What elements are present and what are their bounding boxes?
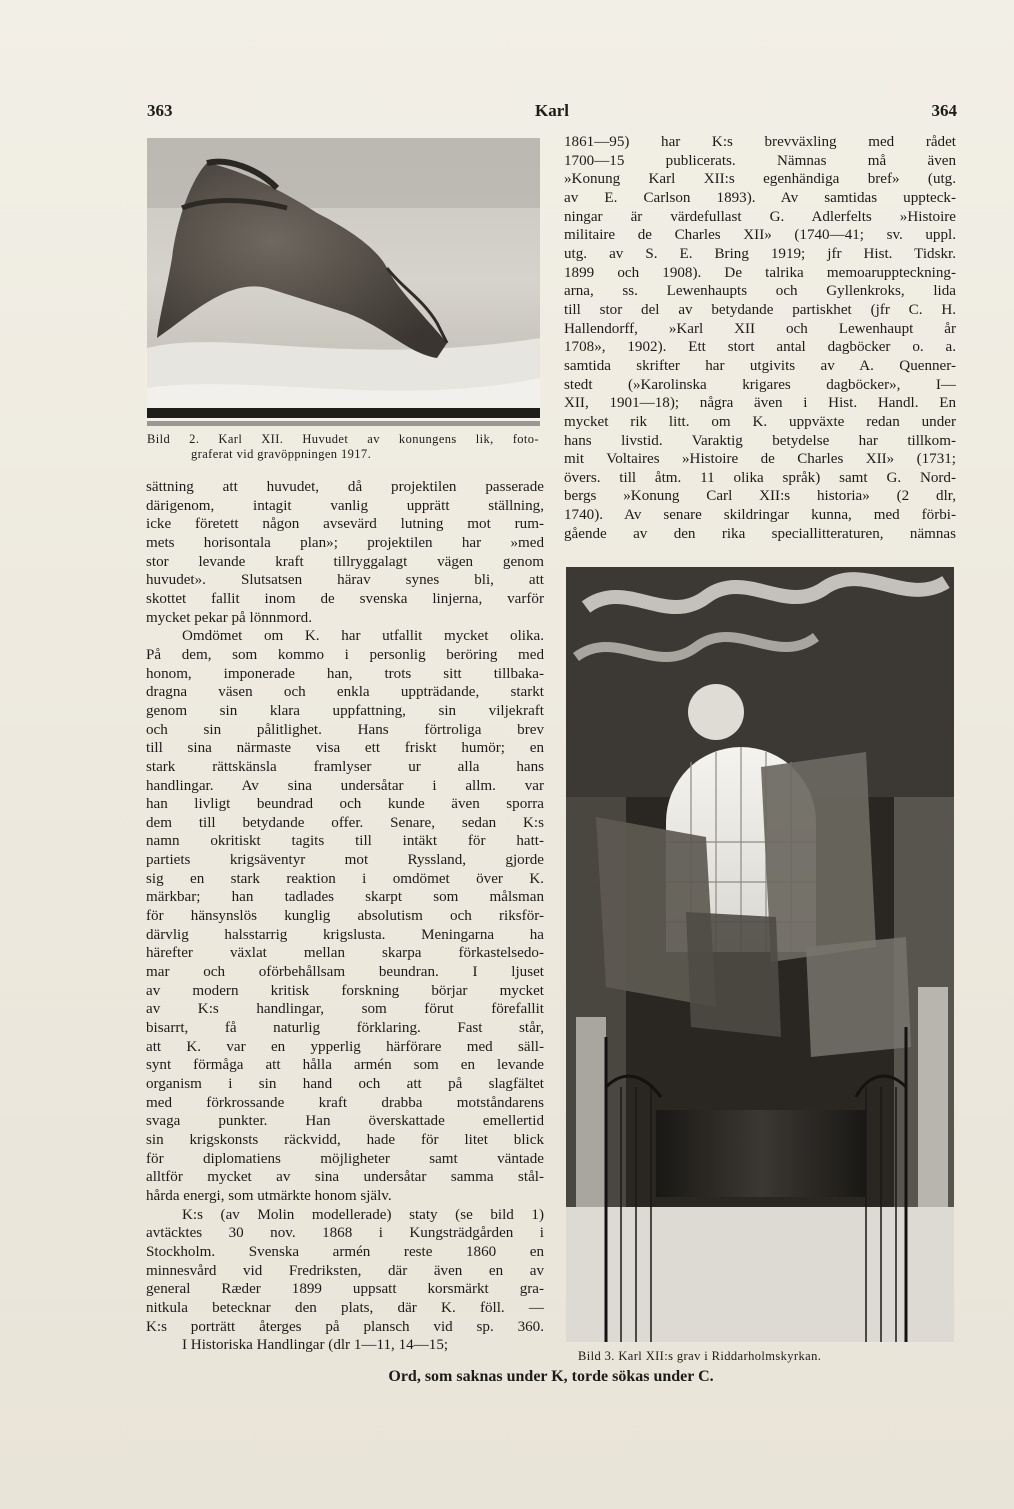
text-line: synt förmåga att hålla armén som en levande bbox=[146, 1057, 544, 1074]
text-line: och sin pålitlighet. Hans förtroliga brev bbox=[146, 721, 544, 738]
text-line: till sina närmaste visa ett friskt humör; en bbox=[146, 740, 544, 757]
text-line: 1740). Av senare skildringar kunna, med förbi- bbox=[564, 507, 956, 524]
text-line: partiets krigsäventyr mot Ryssland, gjorde bbox=[146, 852, 544, 869]
text-line: mit Voltaires »Histoire de Charles XII» (1731; bbox=[564, 451, 956, 468]
text-line: för hänsynslös kunglig absolutism och riksför- bbox=[146, 908, 544, 925]
text-line: mycket rik litt. om K. uppväxte redan under bbox=[564, 413, 956, 430]
text-line: samtida skrifter har utgivits av A. Quenner- bbox=[564, 357, 956, 374]
text-line: Omdömet om K. har utfallit mycket olika. bbox=[182, 628, 544, 645]
text-line: avtäcktes 30 nov. 1868 i Kungsträdgården i bbox=[146, 1225, 544, 1242]
text-line: att K. var en ypperlig härförare med säll- bbox=[146, 1038, 544, 1055]
text-line: med förkrossande kraft drabba motståndarens bbox=[146, 1094, 544, 1111]
page-number-right: 364 bbox=[931, 101, 957, 120]
text-line: märkbar; han tadlades skarpt som målsman bbox=[146, 889, 544, 906]
text-line: stark rättskänsla framlyser ur alla hans bbox=[146, 758, 544, 775]
text-line: Hallendorff, »Karl XII och Lewenhaupt år bbox=[564, 320, 956, 337]
text-line: stor levande kraft tillryggalagt vägen genom bbox=[146, 553, 544, 570]
text-line: På dem, som kommo i personlig beröring med bbox=[146, 646, 544, 663]
text-line: skottet fallit inom de svenska linjerna, varför bbox=[146, 590, 544, 607]
text-line: till stor del av betydande partiskhet (jfr C. H. bbox=[564, 301, 956, 318]
text-line: av E. Carlson 1893). Av samtidas uppteck- bbox=[564, 189, 956, 206]
text-line: genom sin klara uppfattning, sin viljekraft bbox=[146, 702, 544, 719]
text-line: övers. till åtm. 11 olika språk) samt G. Nord- bbox=[564, 469, 956, 486]
text-line: minnesvård vid Fredriksten, där även en av bbox=[146, 1262, 544, 1279]
text-line: huvudet». Slutsatsen härav synes bli, att bbox=[146, 572, 544, 589]
text-line: han livligt beundrad och kunde även sporra bbox=[146, 796, 544, 813]
text-line: sättning att huvudet, då projektilen passerade bbox=[146, 479, 544, 495]
caption-line: graferat vid gravöppningen 1917. bbox=[191, 447, 372, 461]
figure-1-caption bbox=[147, 432, 539, 462]
text-line: organism i sin hand och att på slagfältet bbox=[146, 1076, 544, 1092]
text-line: 1899 och 1908). De talrika memoaruppteckning- bbox=[564, 264, 956, 281]
text-line: mets horisontala plan»; projektilen har »med bbox=[146, 534, 544, 551]
text-line: K:s (av Molin modellerade) staty (se bild 1) bbox=[182, 1206, 544, 1223]
text-line: »Konung Karl XII:s egenhändiga bref» (utg. bbox=[564, 171, 956, 188]
text-line: sin krigskonsts räckvidd, hade för litet blick bbox=[146, 1131, 544, 1148]
text-line: av modern kritisk forskning börjar mycket bbox=[146, 982, 544, 999]
text-line: mycket pekar på lönnmord. bbox=[146, 609, 312, 626]
running-title: Karl bbox=[535, 101, 569, 120]
text-line: utg. av S. E. Bring 1919; jfr Hist. Tidskr. bbox=[564, 245, 956, 262]
text-line: nitkula betecknar den plats, där K. föll. — bbox=[146, 1299, 544, 1316]
text-line: av K:s handlingar, som förut förefallit bbox=[146, 1001, 544, 1018]
text-line: 1861—95) har K:s brevväxling med rådet bbox=[564, 134, 956, 150]
text-line: sig en stark reaktion i omdömet över K. bbox=[146, 870, 544, 887]
left-column bbox=[146, 478, 544, 1355]
text-line: svaga punkter. Han överskattade emellertid bbox=[146, 1113, 544, 1130]
text-line: stedt (»Karolinska krigares dagböcker», I— bbox=[564, 376, 956, 393]
text-line: därigenom, intagit vanlig upprätt ställning, bbox=[146, 497, 544, 514]
text-line: general Ræder 1899 uppsatt korsmärkt gra- bbox=[146, 1281, 544, 1298]
text-line: I Historiska Handlingar (dlr 1—11, 14—15; bbox=[182, 1337, 449, 1354]
text-line: hårda energi, som utmärkte honom själv. bbox=[146, 1187, 392, 1204]
text-line: handlingar. Av sina undersåtar i allm. var bbox=[146, 777, 544, 794]
caption-line: Bild 2. Karl XII. Huvudet av konungens lik, foto- bbox=[147, 432, 539, 446]
text-line: arna, ss. Lewenhaupts och Gyllenkroks, lida bbox=[564, 283, 956, 300]
text-line: alltför mycket av sina undersåtar samma stål- bbox=[146, 1169, 544, 1186]
text-line: honom, imponerade han, trots sitt tillbaka- bbox=[146, 665, 544, 682]
text-line: gående av den rika speciallitteraturen, nämnas bbox=[564, 525, 956, 542]
right-column bbox=[564, 133, 956, 543]
text-line: K:s porträtt återges på plansch vid sp. 360. bbox=[146, 1318, 544, 1335]
text-line: hans livstid. Varaktig betydelse har tillkom- bbox=[564, 432, 956, 449]
text-line: härefter växlat mellan skarpa förkastelsedo- bbox=[146, 945, 544, 962]
text-line: militaire de Charles XII» (1740—41; sv. uppl. bbox=[564, 227, 956, 244]
text-line: ningar är värdefullast G. Adlerfelts »Histoire bbox=[564, 208, 956, 225]
text-line: XII, 1901—18); några även i Hist. Handl. En bbox=[564, 395, 956, 412]
text-line: Stockholm. Svenska armén reste 1860 en bbox=[146, 1243, 544, 1260]
text-line: bisarrt, få naturlig förklaring. Fast står, bbox=[146, 1020, 544, 1037]
text-line: 1708», 1902). Ett stort antal dagböcker o. a. bbox=[564, 339, 956, 356]
page-number-left: 363 bbox=[147, 101, 173, 120]
text-line: för diplomatiens möjligheter samt väntade bbox=[146, 1150, 544, 1167]
text-line: dem till betydande offer. Senare, sedan K:s bbox=[146, 814, 544, 831]
page-footer-note: Ord, som saknas under K, torde sökas under C. bbox=[388, 1368, 714, 1385]
text-line: mar och oförbehållsam beundran. I ljuset bbox=[146, 964, 544, 981]
text-line: 1700—15 publicerats. Nämnas må även bbox=[564, 152, 956, 169]
text-line: icke företett någon avsevärd lutning mot rum- bbox=[146, 516, 544, 533]
text-line: namn okritiskt tagits till intäkt för hatt- bbox=[146, 833, 544, 850]
figure-2-caption: Bild 3. Karl XII:s grav i Riddarholmskyrkan. bbox=[578, 1349, 822, 1363]
photo-death-mask bbox=[147, 138, 540, 426]
photo-church-interior bbox=[566, 567, 954, 1342]
text-line: bergs »Konung Carl XII:s historia» (2 dlr, bbox=[564, 488, 956, 505]
text-line: därvlig halsstarrig krigslusta. Meningarna ha bbox=[146, 926, 544, 943]
page-header bbox=[147, 101, 957, 125]
text-line: dragna väsen och enkla uppträdande, starkt bbox=[146, 684, 544, 701]
